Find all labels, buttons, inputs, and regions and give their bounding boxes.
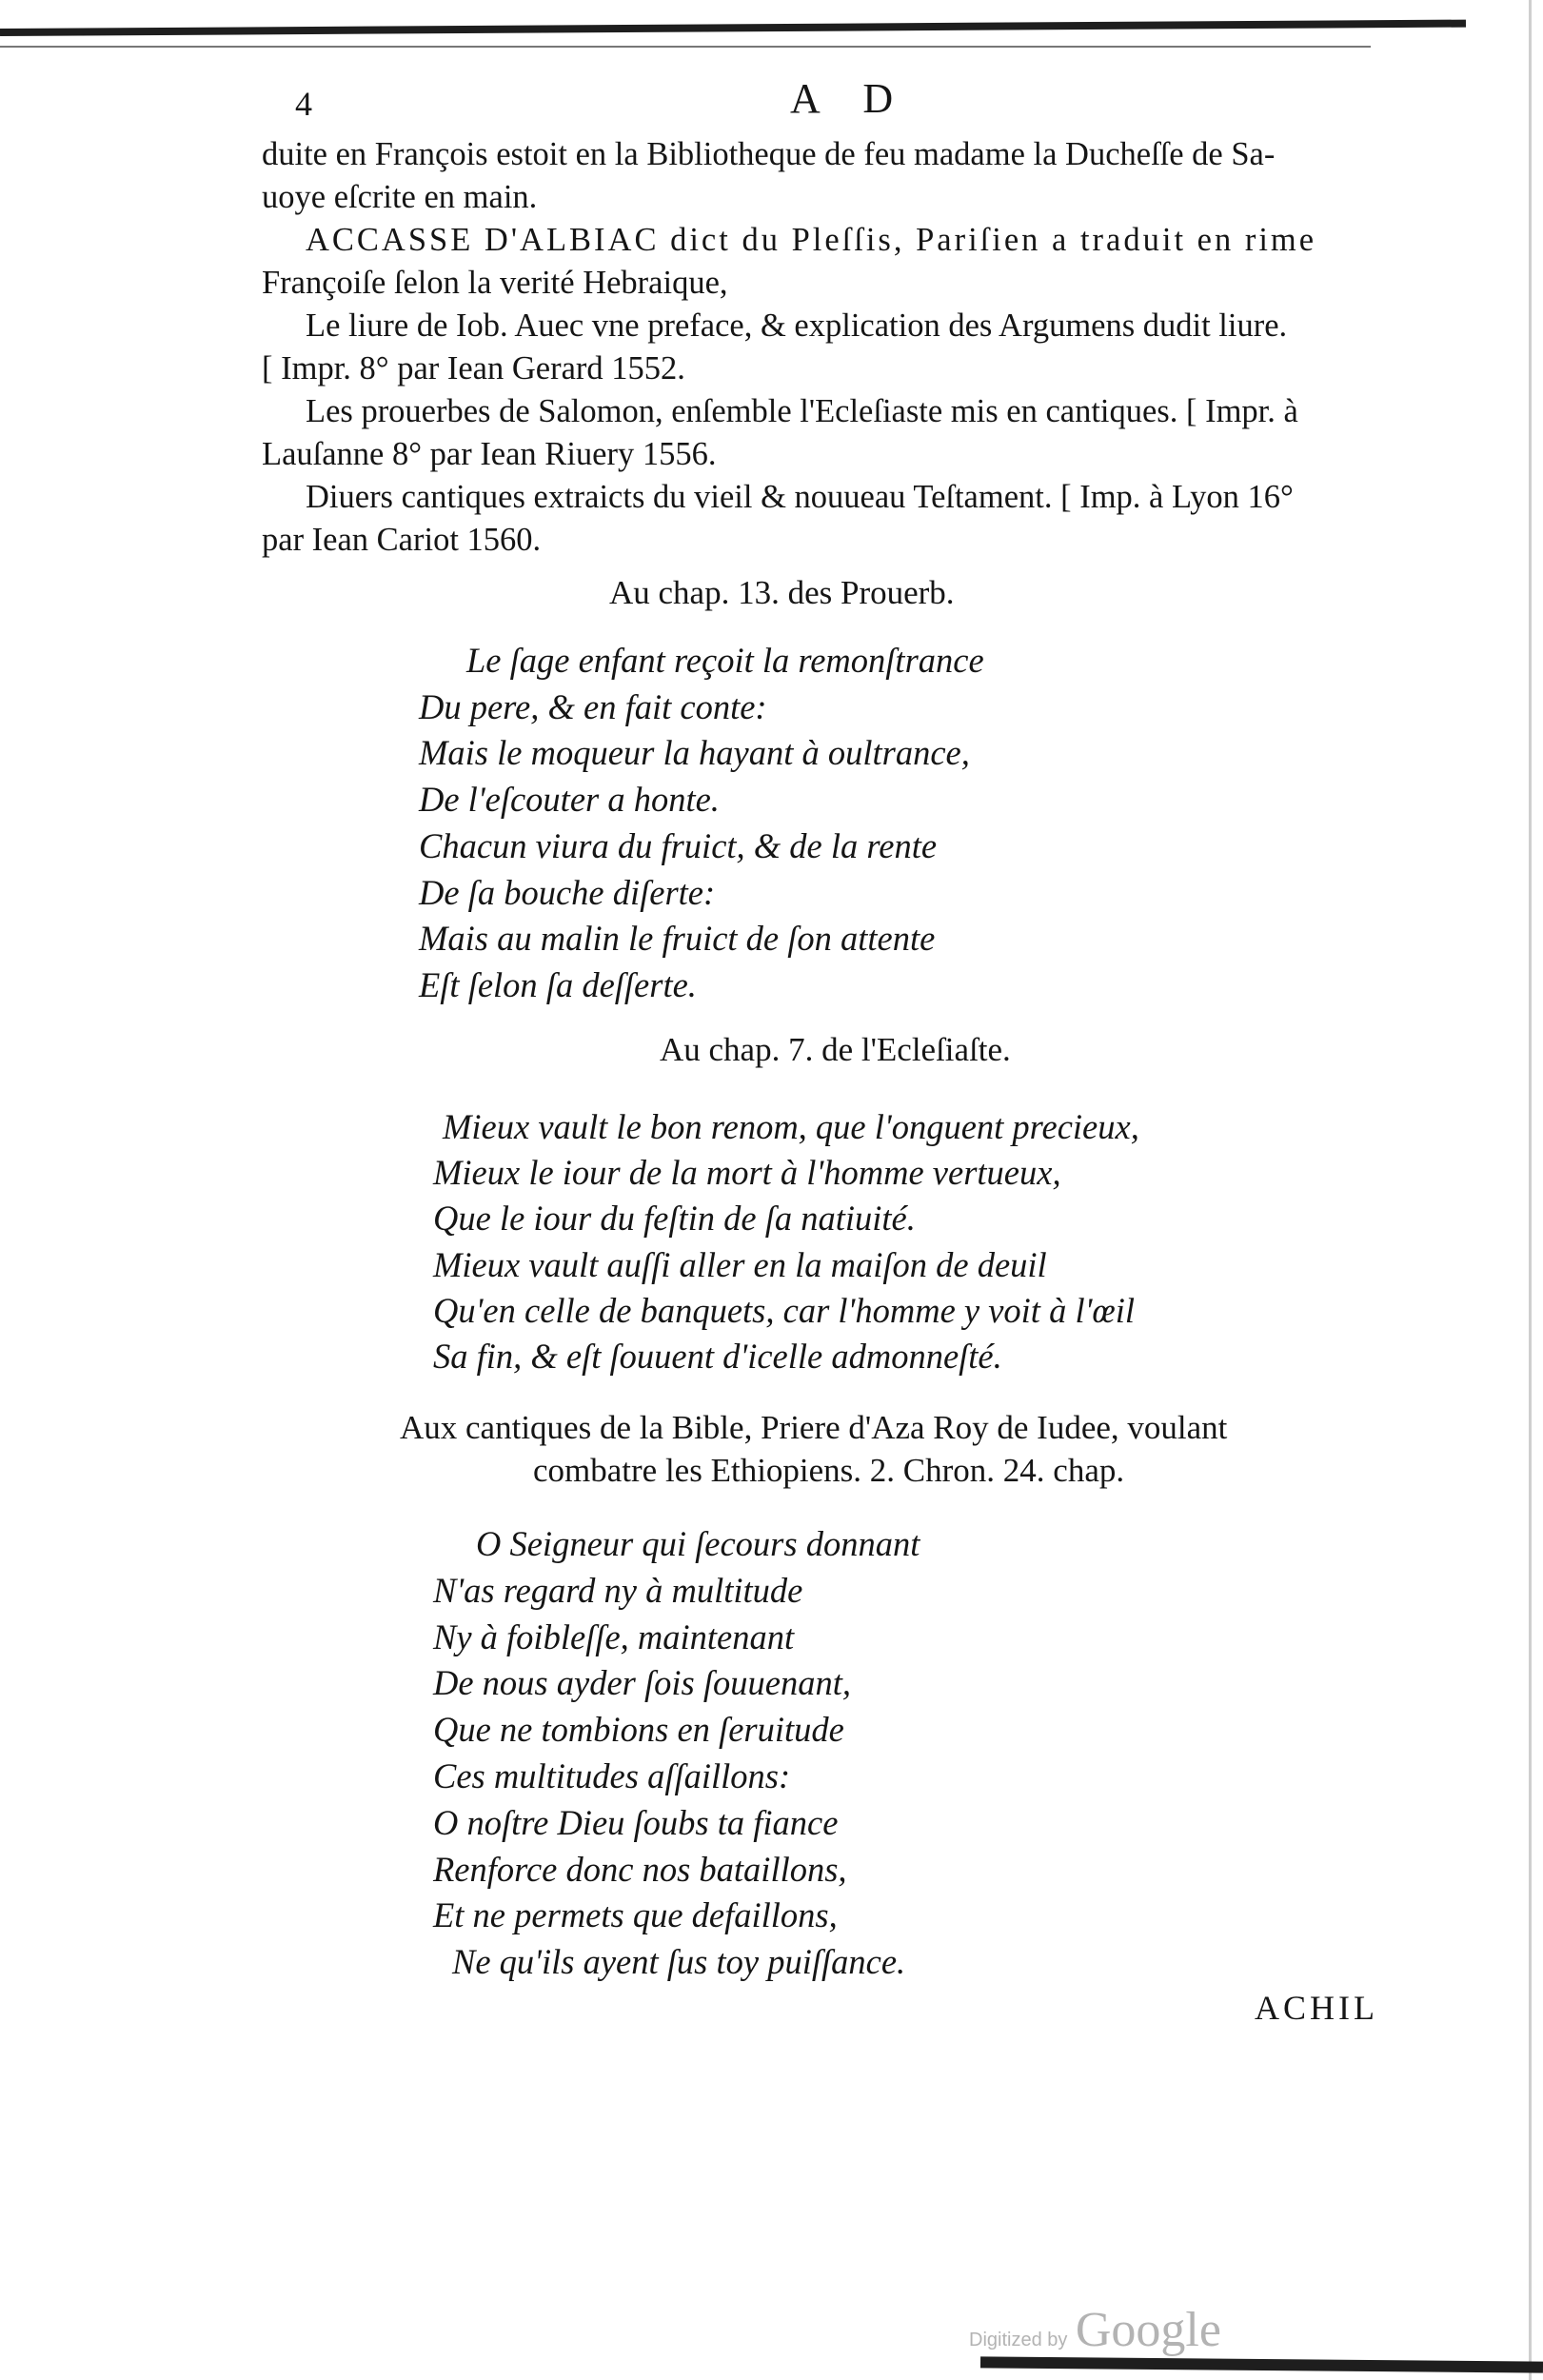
watermark-prefix: Digitized by: [969, 2330, 1068, 2350]
body-line: [ Impr. 8° par Iean Gerard 1552.: [262, 350, 685, 387]
bottom-border-rule: [980, 2356, 1543, 2372]
page-edge: [1529, 0, 1532, 2380]
body-line: duite en François estoit en la Bibliotheque de feu madame la Ducheſſe de Sa-: [262, 136, 1276, 172]
section-heading-canticles-line1: Aux cantiques de la Bible, Priere d'Aza Roy de Iudee, voulant: [400, 1409, 1228, 1446]
top-border-rule: [0, 20, 1466, 36]
google-logo: Google: [1075, 2303, 1221, 2357]
body-line: Françoiſe ſelon la verité Hebraique,: [262, 265, 728, 301]
page-header: [276, 74, 1418, 131]
section-heading-proverbs: Au chap. 13. des Prouerb.: [609, 574, 955, 611]
section-heading-canticles-line2: combatre les Ethiopiens. 2. Chron. 24. chap.: [533, 1452, 1125, 1489]
section-heading-ecclesiaste: Au chap. 7. de l'Ecleſiaſte.: [660, 1031, 1011, 1068]
body-text: [262, 133, 1380, 562]
catchword: ACHIL: [1255, 1989, 1378, 2027]
body-line: par Iean Cariot 1560.: [262, 522, 542, 558]
body-line: uoye eſcrite en main.: [262, 179, 538, 215]
body-line: Le liure de Iob. Auec vne preface, & explication des Argumens dudit liure.: [306, 307, 1288, 344]
running-head: A D: [790, 75, 911, 122]
top-border-thin-rule: [0, 46, 1371, 48]
page-number: 4: [295, 85, 312, 123]
google-watermark: [969, 2302, 1221, 2358]
body-line: ACCASSE D'ALBIAC dict du Pleſſis, Pariſien a traduit en rime: [306, 222, 1317, 258]
body-line: Lauſanne 8° par Iean Riuery 1556.: [262, 436, 717, 472]
body-line: Les prouerbes de Salomon, enſemble l'Ecleſiaste mis en cantiques. [ Impr. à: [306, 393, 1298, 429]
body-line: Diuers cantiques extraicts du vieil & nouueau Teſtament. [ Imp. à Lyon 16°: [306, 479, 1294, 515]
